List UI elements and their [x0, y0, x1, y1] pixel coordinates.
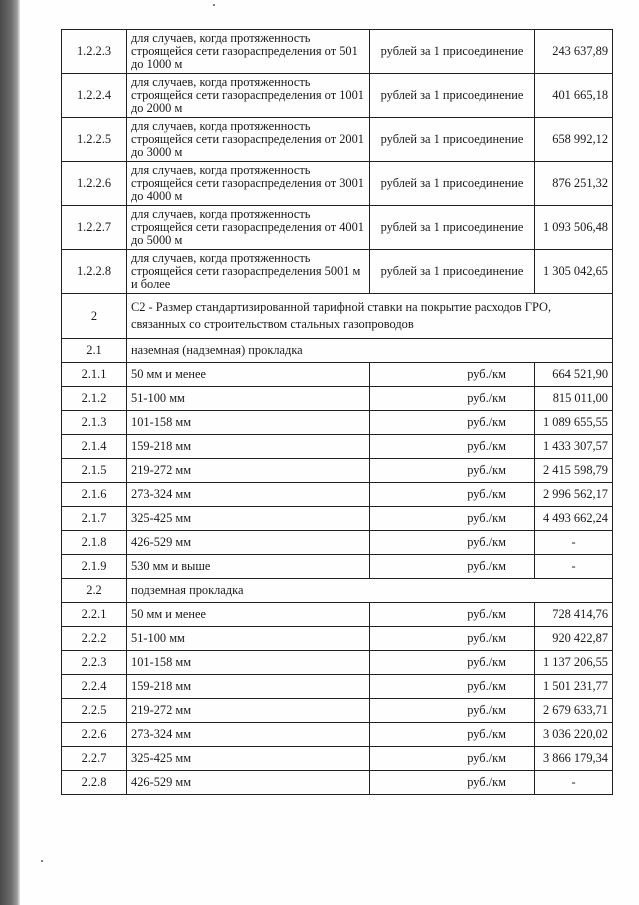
row-value: -	[535, 555, 613, 579]
subsection-heading-row	[62, 339, 613, 363]
table-row	[62, 206, 613, 250]
section-title: С2 - Размер стандартизированной тарифной ставки на покрытие расходов ГРО, связанных со строительством стальных газопроводов	[127, 294, 613, 339]
row-description: 51-100 мм	[127, 627, 370, 651]
row-description: 51-100 мм	[127, 387, 370, 411]
row-unit: руб./км	[370, 603, 535, 627]
row-unit: рублей за 1 присоединение	[370, 30, 535, 74]
table-row	[62, 118, 613, 162]
row-unit: руб./км	[370, 627, 535, 651]
row-value: 2 415 598,79	[535, 459, 613, 483]
table-row	[62, 30, 613, 74]
row-description: 530 мм и выше	[127, 555, 370, 579]
table-row	[62, 387, 613, 411]
row-value: 1 093 506,48	[535, 206, 613, 250]
row-description: 273-324 мм	[127, 723, 370, 747]
row-description: 159-218 мм	[127, 675, 370, 699]
row-description: для случаев, когда протяженность строящейся сети газораспределения от 2001 до 3000 м	[127, 118, 370, 162]
row-unit: руб./км	[370, 747, 535, 771]
row-description: 101-158 мм	[127, 411, 370, 435]
row-number: 2.2.4	[62, 675, 127, 699]
subsection-title: подземная прокладка	[127, 579, 613, 603]
row-number: 2.2.2	[62, 627, 127, 651]
row-value: -	[535, 771, 613, 795]
subsection-number: 2.2	[62, 579, 127, 603]
row-value: 2 996 562,17	[535, 483, 613, 507]
row-number: 1.2.2.4	[62, 74, 127, 118]
row-value: 1 501 231,77	[535, 675, 613, 699]
subsection-number: 2.1	[62, 339, 127, 363]
table-row	[62, 627, 613, 651]
row-number: 1.2.2.8	[62, 250, 127, 294]
row-unit: рублей за 1 присоединение	[370, 250, 535, 294]
table-row	[62, 675, 613, 699]
table-row	[62, 531, 613, 555]
row-description: для случаев, когда протяженность строящейся сети газораспределения от 501 до 1000 м	[127, 30, 370, 74]
row-value: 658 992,12	[535, 118, 613, 162]
table-row	[62, 435, 613, 459]
row-description: для случаев, когда протяженность строящейся сети газораспределения от 3001 до 4000 м	[127, 162, 370, 206]
row-unit: руб./км	[370, 699, 535, 723]
row-number: 2.2.5	[62, 699, 127, 723]
row-value: 243 637,89	[535, 30, 613, 74]
scan-edge-shadow	[0, 0, 20, 905]
row-value: 920 422,87	[535, 627, 613, 651]
row-unit: руб./км	[370, 555, 535, 579]
row-unit: рублей за 1 присоединение	[370, 74, 535, 118]
row-unit: руб./км	[370, 507, 535, 531]
row-unit: руб./км	[370, 771, 535, 795]
row-value: 4 493 662,24	[535, 507, 613, 531]
row-unit: руб./км	[370, 723, 535, 747]
table-row	[62, 363, 613, 387]
tariff-table-body	[62, 30, 613, 795]
row-number: 1.2.2.6	[62, 162, 127, 206]
table-row	[62, 723, 613, 747]
row-description: 50 мм и менее	[127, 603, 370, 627]
row-value: 3 036 220,02	[535, 723, 613, 747]
row-number: 2.1.5	[62, 459, 127, 483]
row-value: 815 011,00	[535, 387, 613, 411]
row-unit: рублей за 1 присоединение	[370, 206, 535, 250]
row-number: 2.2.3	[62, 651, 127, 675]
table-row	[62, 699, 613, 723]
row-number: 2.1.8	[62, 531, 127, 555]
row-value: 1 089 655,55	[535, 411, 613, 435]
row-value: 2 679 633,71	[535, 699, 613, 723]
row-unit: руб./км	[370, 435, 535, 459]
table-row	[62, 483, 613, 507]
row-number: 2.2.7	[62, 747, 127, 771]
row-description: 325-425 мм	[127, 507, 370, 531]
row-description: 219-272 мм	[127, 699, 370, 723]
row-description: 50 мм и менее	[127, 363, 370, 387]
row-unit: руб./км	[370, 363, 535, 387]
row-description: 325-425 мм	[127, 747, 370, 771]
row-number: 2.1.6	[62, 483, 127, 507]
subsection-title: наземная (надземная) прокладка	[127, 339, 613, 363]
tariff-table	[61, 29, 613, 795]
row-unit: руб./км	[370, 459, 535, 483]
row-description: для случаев, когда протяженность строящейся сети газораспределения от 1001 до 2000 м	[127, 74, 370, 118]
table-row	[62, 459, 613, 483]
row-number: 2.1.7	[62, 507, 127, 531]
table-row	[62, 74, 613, 118]
row-number: 2.2.6	[62, 723, 127, 747]
row-description: 159-218 мм	[127, 435, 370, 459]
row-unit: руб./км	[370, 411, 535, 435]
table-row	[62, 507, 613, 531]
section-number: 2	[62, 294, 127, 339]
row-description: 426-529 мм	[127, 531, 370, 555]
row-value: 728 414,76	[535, 603, 613, 627]
row-number: 2.1.4	[62, 435, 127, 459]
row-unit: руб./км	[370, 483, 535, 507]
table-row	[62, 603, 613, 627]
row-description: 219-272 мм	[127, 459, 370, 483]
scan-speck	[213, 4, 215, 6]
row-number: 1.2.2.7	[62, 206, 127, 250]
row-number: 2.2.1	[62, 603, 127, 627]
table-row	[62, 771, 613, 795]
row-value: 664 521,90	[535, 363, 613, 387]
row-unit: руб./км	[370, 651, 535, 675]
row-description: для случаев, когда протяженность строящейся сети газораспределения 5001 м и более	[127, 250, 370, 294]
table-row	[62, 250, 613, 294]
row-value: 3 866 179,34	[535, 747, 613, 771]
table-row	[62, 411, 613, 435]
row-value: 1 433 307,57	[535, 435, 613, 459]
section-heading-row	[62, 294, 613, 339]
row-number: 2.1.3	[62, 411, 127, 435]
row-number: 2.1.1	[62, 363, 127, 387]
row-value: -	[535, 531, 613, 555]
row-value: 401 665,18	[535, 74, 613, 118]
subsection-heading-row	[62, 579, 613, 603]
row-value: 876 251,32	[535, 162, 613, 206]
table-row	[62, 555, 613, 579]
row-unit: руб./км	[370, 675, 535, 699]
row-number: 1.2.2.3	[62, 30, 127, 74]
row-unit: руб./км	[370, 387, 535, 411]
row-number: 2.1.9	[62, 555, 127, 579]
row-description: 426-529 мм	[127, 771, 370, 795]
row-value: 1 305 042,65	[535, 250, 613, 294]
table-row	[62, 651, 613, 675]
row-unit: рублей за 1 присоединение	[370, 162, 535, 206]
row-description: 273-324 мм	[127, 483, 370, 507]
row-number: 2.2.8	[62, 771, 127, 795]
row-description: 101-158 мм	[127, 651, 370, 675]
row-unit: руб./км	[370, 531, 535, 555]
row-number: 2.1.2	[62, 387, 127, 411]
row-description: для случаев, когда протяженность строящейся сети газораспределения от 4001 до 5000 м	[127, 206, 370, 250]
row-value: 1 137 206,55	[535, 651, 613, 675]
scan-speck	[41, 860, 43, 862]
table-row	[62, 162, 613, 206]
table-row	[62, 747, 613, 771]
row-unit: рублей за 1 присоединение	[370, 118, 535, 162]
row-number: 1.2.2.5	[62, 118, 127, 162]
